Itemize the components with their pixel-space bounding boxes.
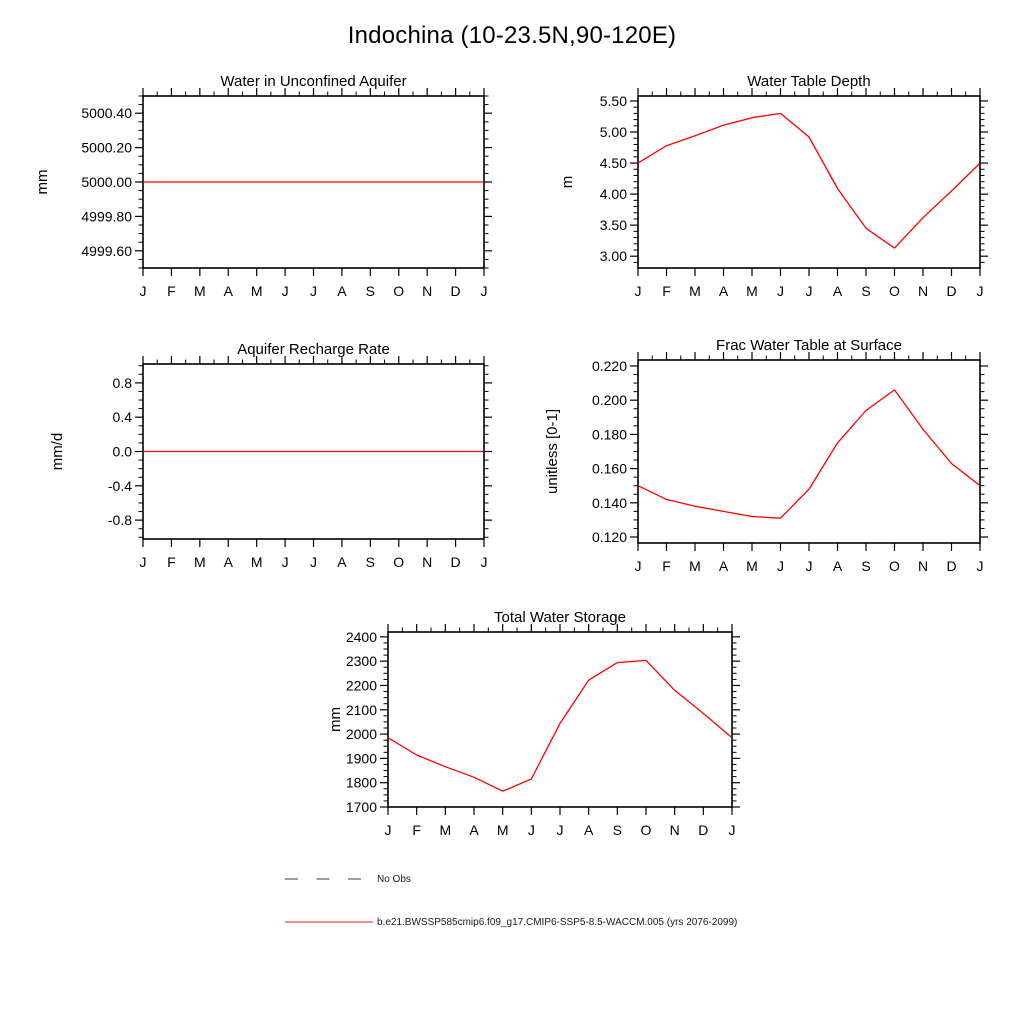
x-tick-label: O (889, 283, 900, 299)
y-tick-label: 0.200 (591, 392, 627, 409)
y-tick-label: 0.0 (112, 443, 132, 460)
x-tick-label: A (832, 558, 843, 574)
x-tick-label: M (193, 554, 206, 570)
x-tick-label: J (480, 554, 488, 570)
x-tick-label: O (393, 283, 405, 299)
chart-frac-water-table-surface (544, 337, 988, 574)
y-axis-label: m (559, 175, 576, 189)
x-tick-label: A (718, 283, 729, 299)
x-tick-label: S (861, 283, 871, 299)
x-tick-label: J (384, 822, 392, 838)
x-tick-label: M (439, 822, 452, 838)
x-tick-label: N (422, 554, 433, 570)
x-tick-label: J (556, 822, 564, 838)
no-obs-dashed-line-icon (285, 873, 361, 885)
x-tick-label: S (365, 554, 376, 570)
legend-item-no-obs (285, 873, 411, 885)
data-line (638, 390, 980, 518)
x-tick-label: M (746, 558, 758, 574)
plot-title: Total Water Storage (493, 609, 627, 626)
x-tick-label: J (805, 283, 813, 299)
x-tick-label: A (583, 822, 594, 838)
plot-frame (638, 96, 980, 268)
x-tick-label: D (450, 554, 461, 570)
x-tick-label: M (496, 822, 509, 838)
y-tick-label: 5000.20 (81, 139, 132, 156)
x-tick-label: J (634, 283, 642, 299)
chart-aquifer-recharge-rate (49, 341, 492, 570)
legend-label-model: b.e21.BWSSP585cmip6.f09_g17.CMIP6-SSP5-8.5-WACCM.005 (yrs 2076-2099) (377, 916, 738, 928)
y-axis-label: mm/d (49, 432, 66, 471)
model-solid-line-icon (285, 916, 373, 928)
x-tick-label: D (450, 283, 461, 299)
y-tick-label: 2100 (345, 701, 377, 718)
x-tick-label: J (310, 554, 317, 570)
x-tick-label: J (805, 558, 813, 574)
y-tick-label: 0.160 (591, 460, 627, 477)
x-tick-label: M (689, 283, 701, 299)
figure-title: Indochina (10-23.5N,90-120E) (347, 22, 677, 49)
x-tick-label: N (669, 822, 680, 838)
legend-item-model (285, 916, 737, 928)
y-tick-label: 2400 (345, 628, 377, 645)
x-tick-label: M (193, 283, 206, 299)
x-tick-label: J (281, 554, 289, 570)
y-tick-label: -0.8 (107, 512, 132, 529)
x-tick-label: M (689, 558, 701, 574)
x-tick-label: F (662, 283, 671, 299)
x-tick-label: O (889, 558, 900, 574)
data-line (638, 113, 980, 248)
y-tick-label: 1900 (345, 750, 377, 767)
x-tick-label: M (250, 283, 263, 299)
x-tick-label: F (412, 822, 421, 838)
x-tick-label: M (250, 554, 263, 570)
plot-title: Water Table Depth (747, 73, 871, 90)
x-tick-label: F (167, 554, 176, 570)
x-tick-label: J (281, 283, 289, 299)
x-tick-label: J (976, 558, 984, 574)
x-tick-label: D (946, 558, 957, 574)
y-tick-label: 5000.00 (81, 174, 132, 190)
y-tick-label: 0.140 (591, 494, 627, 511)
x-tick-label: J (480, 283, 488, 299)
plot-title: Water in Unconfined Aquifer (220, 73, 407, 90)
y-tick-label: 0.220 (591, 357, 627, 374)
x-tick-label: A (337, 554, 347, 570)
chart-water-table-depth (559, 73, 988, 299)
y-tick-label: 0.8 (112, 374, 132, 391)
y-tick-label: 2300 (345, 653, 377, 670)
legend-label-no-obs: No Obs (377, 873, 411, 885)
x-tick-label: A (469, 822, 479, 838)
plot-frame (638, 360, 980, 543)
y-tick-label: 5.00 (599, 124, 627, 141)
x-tick-label: J (777, 283, 784, 299)
chart-total-water-storage (327, 609, 740, 838)
x-tick-label: S (861, 558, 871, 574)
y-tick-label: 3.00 (599, 248, 627, 265)
y-axis-label: unitless [0-1] (544, 408, 561, 495)
x-tick-label: J (310, 283, 317, 299)
plot-title: Frac Water Table at Surface (716, 337, 902, 354)
y-tick-label: 4.50 (599, 155, 627, 172)
plot-frame (388, 632, 732, 807)
chart-water-unconfined-aquifer (34, 73, 492, 299)
x-tick-label: A (223, 283, 233, 299)
y-tick-label: -0.4 (107, 477, 132, 494)
y-axis-label: mm (327, 707, 344, 732)
x-tick-label: J (139, 554, 147, 570)
x-tick-label: J (634, 558, 642, 574)
y-tick-label: 1700 (345, 799, 377, 815)
y-tick-label: 4.00 (599, 186, 627, 203)
x-tick-label: A (337, 283, 347, 299)
x-tick-label: J (976, 283, 984, 299)
x-tick-label: A (718, 558, 729, 574)
x-tick-label: N (422, 283, 433, 299)
x-tick-label: F (662, 558, 671, 574)
y-axis-label: mm (34, 169, 51, 195)
x-tick-label: N (917, 558, 929, 574)
y-tick-label: 0.120 (591, 529, 627, 546)
data-line (388, 660, 732, 791)
y-tick-label: 5000.40 (81, 105, 132, 122)
y-tick-label: 4999.60 (81, 242, 132, 259)
x-tick-label: J (527, 822, 535, 838)
x-tick-label: O (393, 554, 405, 570)
x-tick-label: J (728, 822, 736, 838)
y-tick-label: 2200 (345, 677, 377, 694)
y-tick-label: 3.50 (599, 217, 627, 234)
y-tick-label: 4999.80 (81, 208, 132, 225)
y-tick-label: 2000 (345, 726, 377, 743)
x-tick-label: J (777, 558, 784, 574)
y-tick-label: 0.180 (591, 426, 627, 443)
x-tick-label: D (946, 283, 957, 299)
x-tick-label: M (746, 283, 758, 299)
y-tick-label: 5.50 (599, 92, 627, 109)
plot-title: Aquifer Recharge Rate (237, 341, 390, 358)
x-tick-label: N (917, 283, 929, 299)
y-tick-label: 1800 (345, 774, 377, 791)
x-tick-label: A (832, 283, 843, 299)
x-tick-label: F (167, 283, 176, 299)
x-tick-label: O (640, 822, 652, 838)
x-tick-label: S (365, 283, 376, 299)
x-tick-label: A (223, 554, 233, 570)
y-tick-label: 0.4 (112, 409, 132, 426)
x-tick-label: D (698, 822, 709, 838)
x-tick-label: S (612, 822, 623, 838)
x-tick-label: J (139, 283, 147, 299)
